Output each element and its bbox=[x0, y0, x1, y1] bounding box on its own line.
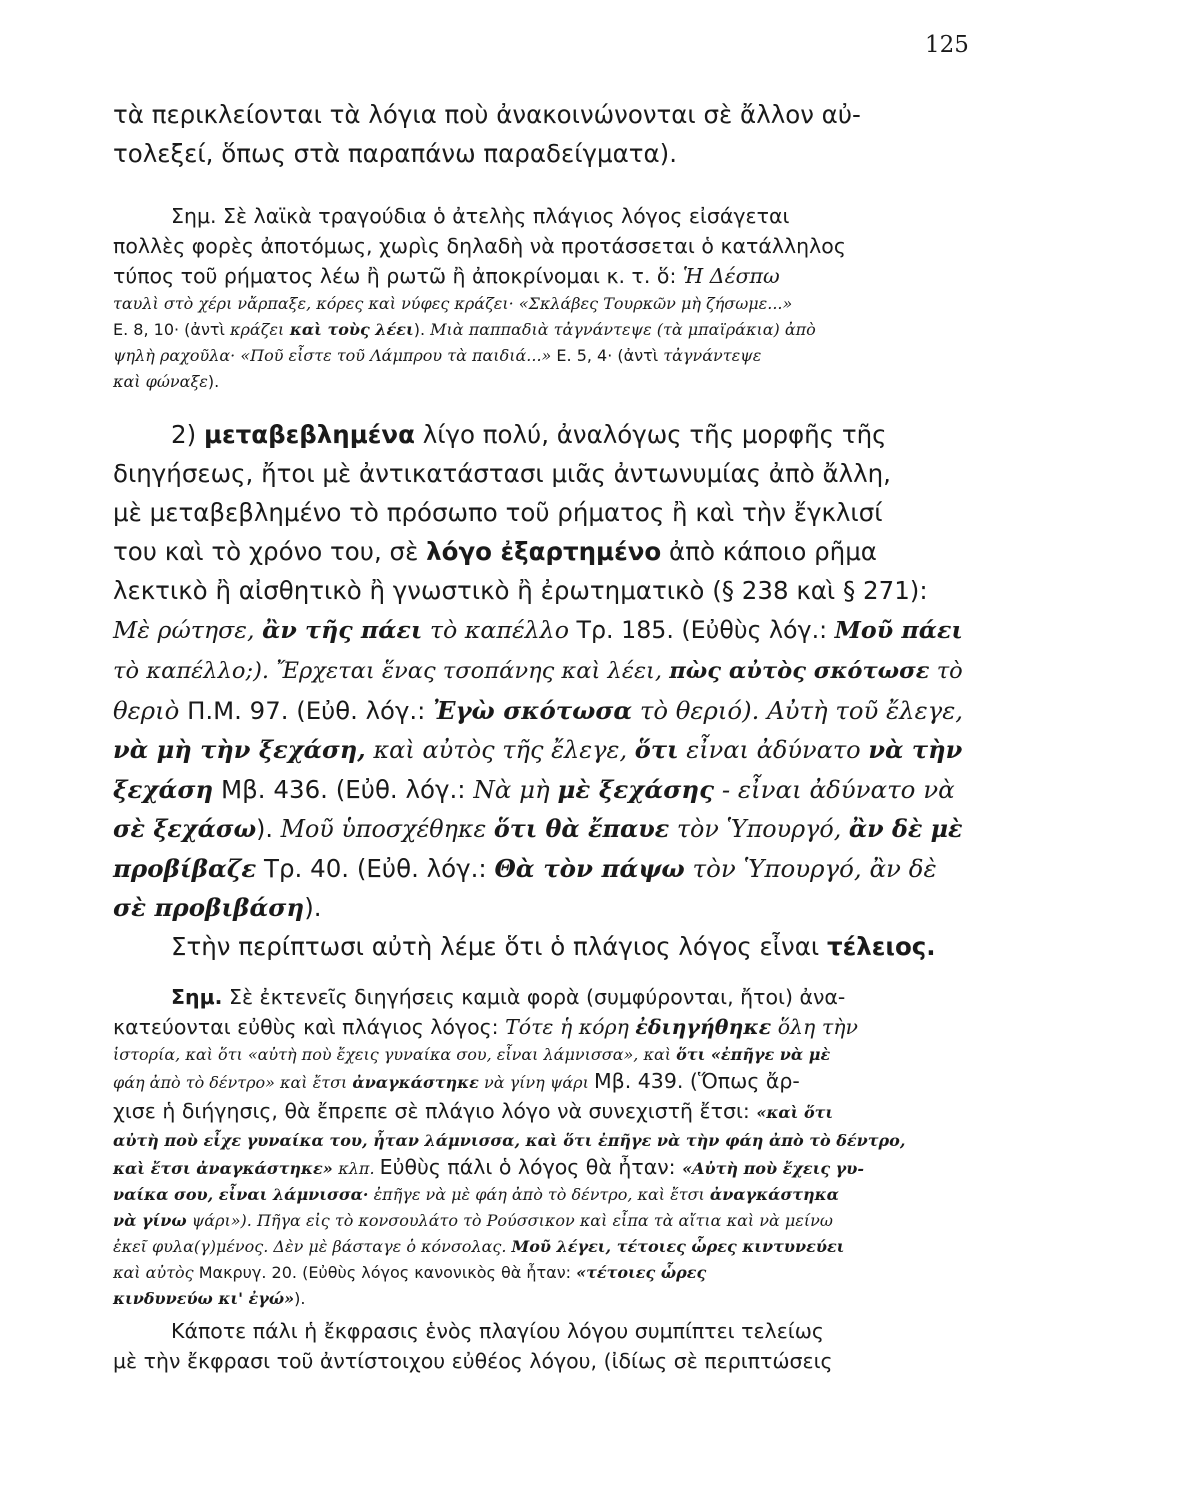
text-line: σὲ ξεχάσω). Μοῦ ὑποσχέθηκε ὅτι θὰ ἔπαυε τὸν Ὑπουργό, ἂν δὲ μὲ bbox=[113, 815, 963, 843]
text-line: κατεύονται εὐθὺς καὶ πλάγιος λόγος: Τότε ἡ κόρη ἐδιηγήθηκε ὅλη τὴν bbox=[113, 1015, 858, 1039]
note-1 bbox=[113, 201, 963, 395]
text-line: κινδυνεύω κι' ἐγώ»). bbox=[113, 1289, 306, 1308]
text-line: Μὲ ρώτησε, ἂν τῆς πάει τὸ καπέλλο Τρ. 185. (Εὐθὺς λόγ.: Μοῦ πάει bbox=[113, 616, 963, 644]
text-line: τὰ περικλείονται τὰ λόγια ποὺ ἀνακοινώνονται σὲ ἄλλον αὐ- bbox=[113, 100, 861, 129]
text-line: μὲ μεταβεβλημένο τὸ πρόσωπο τοῦ ρήματος ἢ καὶ τὴν ἔγκλισί bbox=[113, 498, 883, 527]
text-line: φάη ἀπὸ τὸ δέντρο» καὶ ἔτσι ἀναγκάστηκε νὰ γίνη ψάρι Μβ. 439. (Ὅπως ἄρ- bbox=[113, 1069, 800, 1093]
text-line: ξεχάση Μβ. 436. (Εὐθ. λόγ.: Νὰ μὴ μὲ ξεχάσης - εἶναι ἀδύνατο νὰ bbox=[113, 775, 955, 804]
paragraph-2 bbox=[113, 415, 963, 966]
text-line: ἐκεῖ φυλα(γ)μένος. Δὲν μὲ βάσταγε ὁ κόνσολας. Μοῦ λέγει, τέτοιες ὧρες κιντυνεύει bbox=[113, 1237, 845, 1256]
text-line: Σημ. Σὲ λαϊκὰ τραγούδια ὁ ἀτελὴς πλάγιος λόγος εἰσάγεται bbox=[171, 204, 790, 228]
text-line: θεριὸ Π.Μ. 97. (Εὐθ. λόγ.: Ἐγὼ σκότωσα τὸ θεριό). Αὐτὴ τοῦ ἔλεγε, bbox=[113, 696, 964, 725]
text-line: ἱστορία, καὶ ὅτι «αὐτὴ ποὺ ἔχεις γυναίκα σου, εἶναι λάμνισσα», καὶ ὅτι «ἐπῆγε νὰ μὲ bbox=[113, 1045, 831, 1064]
text-line: νὰ μὴ τὴν ξεχάση, καὶ αὐτὸς τῆς ἔλεγε, ὅτι εἶναι ἀδύνατο νὰ τὴν bbox=[113, 735, 963, 764]
page-body bbox=[113, 95, 963, 1376]
text-line: Στὴν περίπτωσι αὐτὴ λέμε ὅτι ὁ πλάγιος λόγος εἶναι τέλειος. bbox=[171, 932, 936, 961]
text-line: καὶ φώναξε). bbox=[113, 372, 220, 391]
text-line: τολεξεί, ὅπως στὰ παραπάνω παραδείγματα). bbox=[113, 139, 677, 168]
text-line: Σημ. Σὲ ἐκτενεῖς διηγήσεις καμιὰ φορὰ (συμφύρονται, ἤτοι) ἀνα- bbox=[171, 985, 846, 1009]
text-line: προβίβαζε Τρ. 40. (Εὐθ. λόγ.: Θὰ τὸν πάψω τὸν Ὑπουργό, ἂν δὲ bbox=[113, 854, 937, 883]
text-line: καὶ ἔτσι ἀναγκάστηκε» κλπ. Εὐθὺς πάλι ὁ λόγος θὰ ἦταν: «Αὐτὴ ποὺ ἔχεις γυ- bbox=[113, 1155, 864, 1179]
text-line: λεκτικὸ ἢ αἰσθητικὸ ἢ γνωστικὸ ἢ ἐρωτηματικὸ (§ 238 καὶ § 271): bbox=[113, 576, 928, 605]
text-line: αὐτὴ ποὺ εἶχε γυναίκα του, ἦταν λάμνισσα, καὶ ὅτι ἐπῆγε νὰ τὴν φάη ἀπὸ τὸ δέντρο, bbox=[113, 1131, 906, 1150]
text-line: Ε. 8, 10· (ἀντὶ κράζει καὶ τοὺς λέει). Μιὰ παππαδιὰ τἀγνάντεψε (τὰ μπαϊράκια) ἀπὸ bbox=[113, 320, 816, 339]
paragraph-3 bbox=[113, 1316, 963, 1376]
paragraph-1 bbox=[113, 95, 963, 173]
text-line: μὲ τὴν ἔκφρασι τοῦ ἀντίστοιχου εὐθέος λόγου, (ἰδίως σὲ περιπτώσεις bbox=[113, 1349, 833, 1373]
text-line: πολλὲς φορὲς ἀποτόμως, χωρὶς δηλαδὴ νὰ προτάσσεται ὁ κατάλληλος bbox=[113, 234, 846, 258]
text-line: νὰ γίνω ψάρι»). Πῆγα εἰς τὸ κονσουλάτο τὸ Ρούσσικον καὶ εἶπα τὰ αἴτια καὶ νὰ μείνω bbox=[113, 1211, 833, 1230]
text-line: σὲ προβιβάση). bbox=[113, 893, 322, 922]
text-line: Κάποτε πάλι ἡ ἔκφρασις ἑνὸς πλαγίου λόγου συμπίπτει τελείως bbox=[171, 1319, 824, 1343]
note-2 bbox=[113, 982, 963, 1312]
page-number: 125 bbox=[925, 32, 969, 58]
text-line: τύπος τοῦ ρήματος λέω ἢ ρωτῶ ἢ ἀποκρίνομαι κ. τ. ὅ: Ἡ Δέσπω bbox=[113, 264, 780, 288]
text-line: καὶ αὐτὸς Μακρυγ. 20. (Εὐθὺς λόγος κανονικὸς θὰ ἦταν: «τέτοιες ὧρες bbox=[113, 1263, 707, 1282]
text-line: χισε ἡ διήγησις, θὰ ἔπρεπε σὲ πλάγιο λόγο νὰ συνεχιστῆ ἔτσι: «καὶ ὅτι bbox=[113, 1099, 834, 1123]
text-line: του καὶ τὸ χρόνο του, σὲ λόγο ἐξαρτημένο ἀπὸ κάποιο ρῆμα bbox=[113, 537, 877, 566]
text-line: ψηλὴ ραχοῦλα· «Ποῦ εἶστε τοῦ Λάμπρου τὰ παιδιά...» Ε. 5, 4· (ἀντὶ τἀγνάντεψε bbox=[113, 346, 762, 365]
text-line: ναίκα σου, εἶναι λάμνισσα· ἐπῆγε νὰ μὲ φάη ἀπὸ τὸ δέντρο, καὶ ἔτσι ἀναγκάστηκα bbox=[113, 1185, 839, 1204]
text-line: 2) μεταβεβλημένα λίγο πολύ, ἀναλόγως τῆς μορφῆς τῆς bbox=[171, 420, 887, 449]
text-line: διηγήσεως, ἤτοι μὲ ἀντικατάστασι μιᾶς ἀντωνυμίας ἀπὸ ἄλλη, bbox=[113, 459, 891, 488]
text-line: ταυλὶ στὸ χέρι νἄρπαξε, κόρες καὶ νύφες κράζει· «Σκλάβες Τουρκῶν μὴ ζήσωμε...» bbox=[113, 294, 793, 313]
text-line: τὸ καπέλλο;). Ἔρχεται ἕνας τσοπάνης καὶ λέει, πὼς αὐτὸς σκότωσε τὸ bbox=[113, 658, 963, 684]
